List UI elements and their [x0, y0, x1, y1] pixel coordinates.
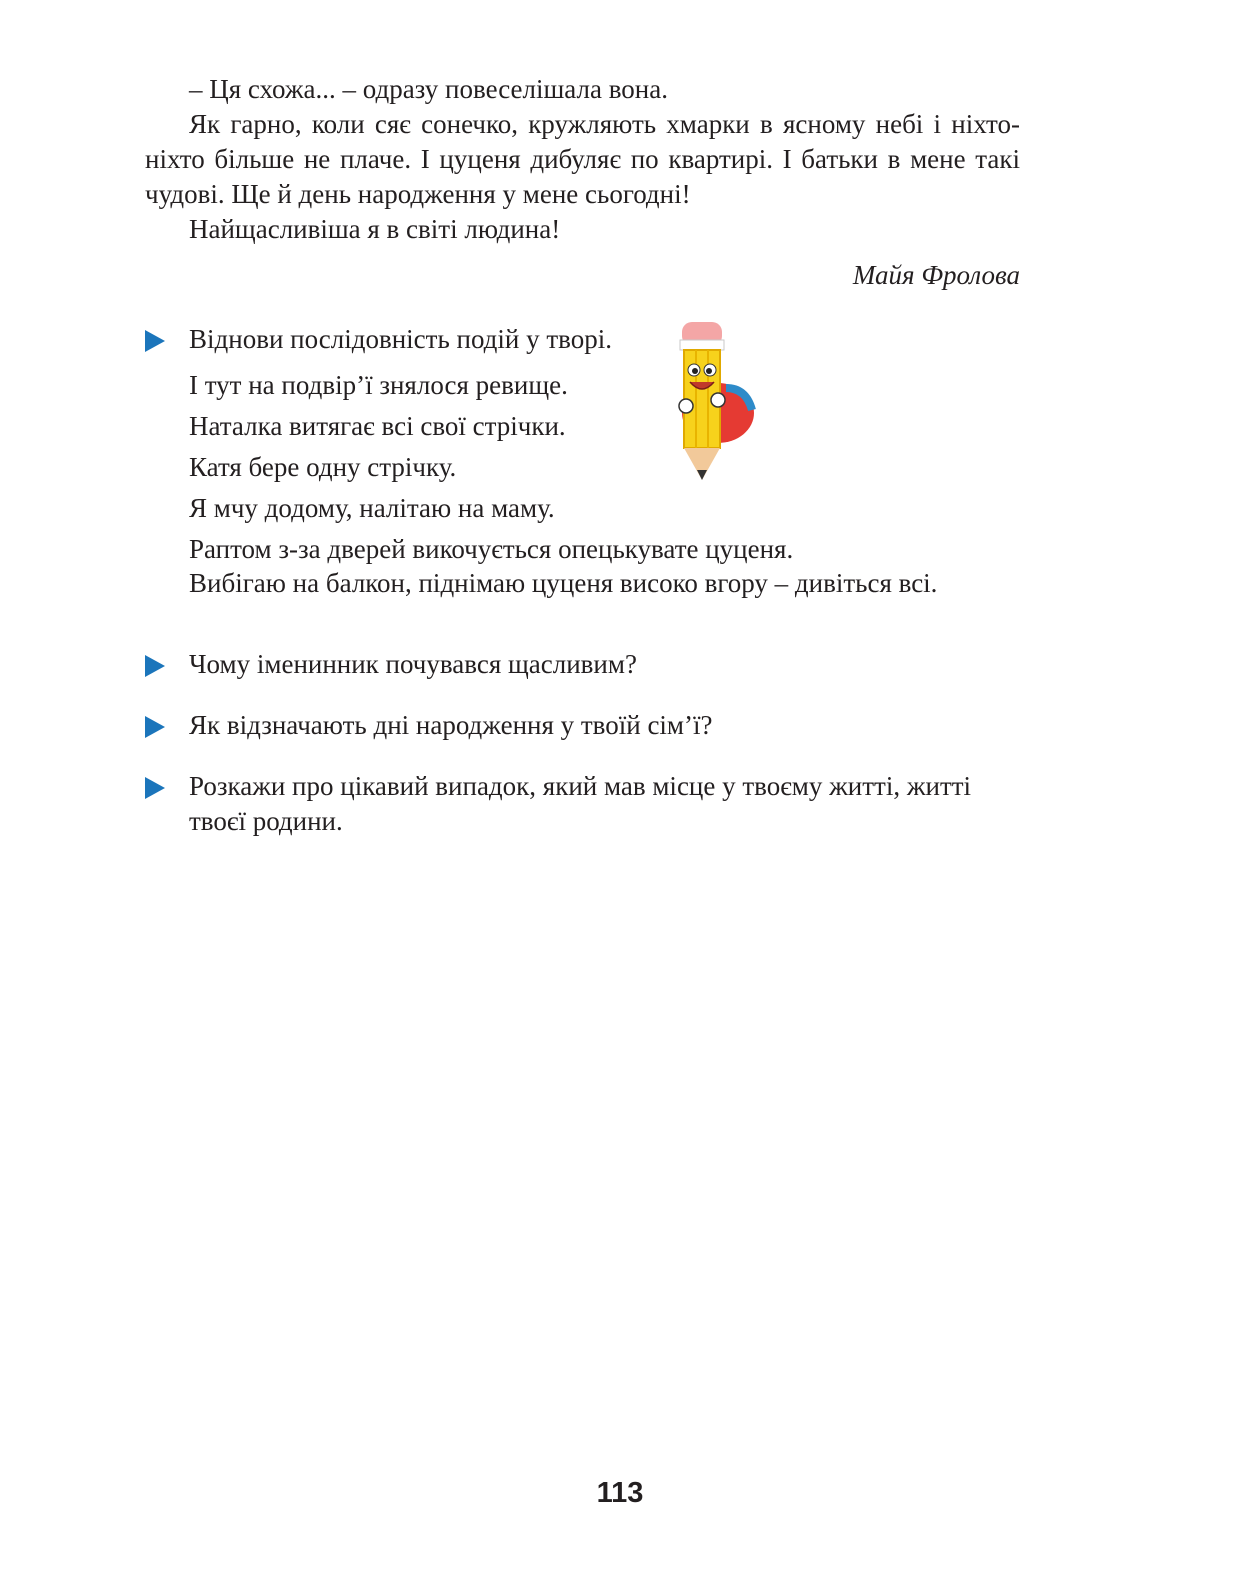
task-why-happy [145, 647, 1020, 682]
page-number: 113 [596, 1477, 644, 1509]
bullet-arrow-icon [145, 777, 165, 799]
bullet-arrow-icon [145, 716, 165, 738]
event-item: Вибігаю на балкон, піднімаю цуценя високо вгору – дивіться всі. [189, 568, 938, 598]
event-item: Катя бере одну стрічку. [189, 452, 457, 482]
bullet-arrow-icon [145, 330, 165, 352]
event-item: Наталка витягає всі свої стрічки. [189, 411, 566, 441]
task-birthdays [145, 708, 1020, 743]
event-item: Я мчу додому, налітаю на маму. [189, 493, 555, 523]
task-label: Як відзначають дні народження у твоїй сім’ї? [189, 710, 713, 740]
bullet-arrow-icon [145, 655, 165, 677]
story-paragraph: – Ця схожа... – одразу повеселішала вона. [189, 74, 668, 104]
event-item: І тут на подвір’ї знялося ревище. [189, 370, 568, 400]
author-name: Майя Фролова [852, 260, 1020, 290]
pencil-character-icon [660, 318, 760, 483]
story-ending [145, 72, 1020, 247]
story-paragraph: Як гарно, коли сяє сонечко, кружляють хмарки в ясному небі і ніхто-ніхто більше не плаче. І цуценя дибуляє по квартирі. І батьки в мене такі чудові. Ще й день народження у мене сьогодні! [145, 109, 1020, 209]
task-interesting-case [145, 769, 1020, 839]
task-label: Розкажи про цікавий випадок, який мав місце у твоєму житті, житті твоєї родини. [189, 771, 972, 836]
task-label: Віднови послідовність подій у творі. [189, 324, 612, 354]
event-item: Раптом з-за дверей викочується опецькувате цуценя. [189, 534, 794, 564]
task-restore-sequence [145, 322, 665, 357]
story-paragraph: Найщасливіша я в світі людина! [189, 214, 561, 244]
task-label: Чому іменинник почувався щасливим? [189, 649, 637, 679]
